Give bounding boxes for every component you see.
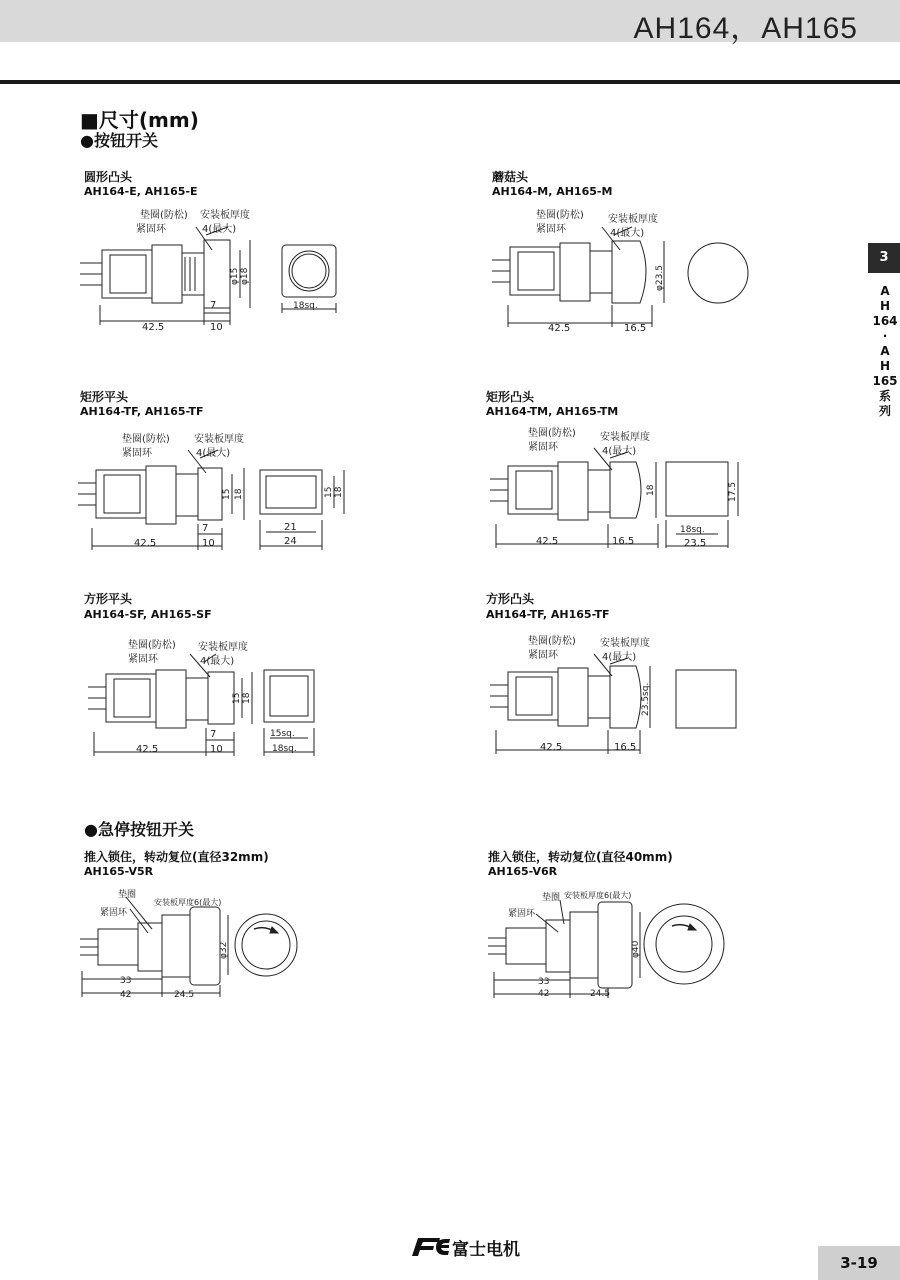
diagram-model: AH164-TF, AH165-TF (80, 405, 204, 418)
drawing-rect-protruding (490, 424, 750, 554)
dim-total: 42 (120, 990, 132, 1000)
label-panel: 安装板厚度 (198, 642, 248, 653)
estop-switch-title: ●急停按钮开关 (84, 820, 194, 839)
diagram-name: 方形平头 (84, 592, 133, 606)
drawing-estop-40 (488, 884, 748, 1004)
series-char: 164 (872, 314, 898, 328)
footer-brand: 富士电机 (452, 1240, 520, 1260)
diagram-model: AH165-V6R (488, 865, 558, 878)
label-washer: 垫圈(防松) (528, 636, 576, 647)
series-vertical-label (870, 284, 900, 419)
label-panel: 安装板厚度 (600, 638, 650, 649)
dim-side-a: 17.5 (728, 481, 738, 502)
label-washer: 垫圈(防松) (128, 640, 176, 651)
series-char: A (880, 284, 890, 298)
series-char: H (879, 299, 891, 313)
dim-side-a: 15 (324, 486, 334, 498)
diagram-name: 推入锁住，转动复位(直径40mm) (488, 850, 673, 864)
diagram-model: AH165-V5R (84, 865, 154, 878)
series-char: H (879, 359, 891, 373)
dim-b: 16.5 (614, 742, 637, 753)
label-ring: 紧固环 (136, 224, 166, 235)
label-panel: 安装板厚度6(最大) (154, 898, 222, 907)
diagram-model: AH164-M, AH165-M (492, 185, 613, 198)
diagram-model: AH164-SF, AH165-SF (84, 608, 212, 621)
dim-b: 10 (210, 744, 223, 755)
label-washer: 垫圈(防松) (528, 428, 576, 439)
drawing-rect-flat (78, 428, 368, 558)
dim-a: 7 (202, 523, 209, 534)
page-title: AH164，AH165 (633, 12, 858, 45)
label-ring: 紧固环 (536, 224, 566, 235)
diagram-name: 推入锁住，转动复位(直径32mm) (84, 850, 269, 864)
diagram-name: 矩形平头 (80, 390, 129, 404)
dim-front-b: 24 (284, 536, 297, 547)
label-ring: 紧固环 (122, 448, 152, 459)
diagram-model: AH164-TF, AH165-TF (486, 608, 610, 621)
dim-b: 16.5 (612, 536, 635, 547)
dim-dia-b: 18 (242, 692, 252, 704)
label-panel: 安装板厚度 (200, 210, 250, 221)
label-panel-max: 4(最大) (602, 652, 637, 663)
label-ring: 紧固环 (508, 909, 536, 919)
dim-total: 42.5 (142, 322, 165, 333)
chapter-tab: 3 (868, 243, 900, 273)
section-title: ■尺寸(mm) (80, 108, 199, 132)
label-washer: 垫圈 (542, 893, 561, 903)
page-number: 3-19 (818, 1246, 900, 1280)
label-panel: 安装板厚度 (600, 432, 650, 443)
dim-dia-a: 23.5sq. (641, 682, 651, 716)
diagram-name: 蘑菇头 (492, 170, 529, 184)
dim-total: 42.5 (540, 742, 563, 753)
diagram-name: 矩形凸头 (486, 390, 535, 404)
dim-dia-a: φ32 (219, 941, 229, 959)
label-washer: 垫圈(防松) (122, 434, 170, 445)
dim-b: 10 (210, 322, 223, 333)
label-panel: 安装板厚度 (194, 434, 244, 445)
label-ring: 紧固环 (528, 442, 558, 453)
dim-a: 7 (210, 729, 217, 740)
dim-b: 24.5 (590, 989, 611, 999)
drawing-mushroom (492, 205, 762, 335)
header-rule (0, 80, 900, 84)
label-panel-max: 4(最大) (202, 224, 237, 235)
label-panel-max: 4(最大) (602, 446, 637, 457)
dim-total: 42.5 (548, 323, 571, 334)
diagram-name: 圆形凸头 (84, 170, 133, 184)
series-char: A (880, 344, 890, 358)
dim-dia-a: 15 (222, 488, 232, 500)
dim-a: 33 (538, 977, 550, 987)
series-char: 系 (878, 389, 891, 403)
dim-b: 10 (202, 538, 215, 549)
dim-b: 16.5 (624, 323, 647, 334)
dim-dia-b: 18 (234, 488, 244, 500)
dim-dia-a: φ23.5 (655, 265, 665, 291)
dim-b: 24.5 (174, 990, 195, 1000)
drawing-estop-32 (80, 885, 340, 1005)
label-washer: 垫圈 (118, 890, 137, 900)
dim-dia-a: φ40 (631, 940, 641, 958)
label-ring: 紧固环 (528, 650, 558, 661)
dim-dia-a: φ15 (230, 267, 240, 285)
dim-a: 33 (120, 976, 132, 986)
diagram-model: AH164-E, AH165-E (84, 185, 198, 198)
label-ring: 紧固环 (100, 908, 128, 918)
series-char: 列 (878, 404, 891, 418)
label-panel-max: 4(最大) (200, 656, 235, 667)
dim-side-b: 18 (334, 486, 344, 498)
dim-front-a: 18sq. (680, 525, 705, 535)
dim-total: 42.5 (536, 536, 559, 547)
drawing-square-flat (88, 632, 358, 762)
label-panel: 安装板厚度6(最大) (564, 891, 632, 900)
label-washer: 垫圈(防松) (536, 210, 584, 221)
dim-front-a: 21 (284, 522, 297, 533)
dim-dia-b: φ18 (240, 267, 250, 285)
dim-total: 42.5 (134, 538, 157, 549)
series-char: · (882, 329, 888, 343)
label-panel-max: 4(最大) (196, 448, 231, 459)
dim-dia-a: 18 (646, 484, 656, 496)
push-switch-title: ●按钮开关 (80, 131, 158, 150)
dim-front: 18sq. (293, 301, 318, 311)
dim-total: 42.5 (136, 744, 159, 755)
label-panel-max: 4(最大) (610, 228, 645, 239)
diagram-model: AH164-TM, AH165-TM (486, 405, 619, 418)
drawing-round-protruding (80, 205, 380, 335)
label-ring: 紧固环 (128, 654, 158, 665)
label-washer: 垫圈(防松) (140, 210, 188, 221)
dim-front-b: 18sq. (272, 744, 297, 754)
dim-front-b: 23.5 (684, 538, 707, 549)
diagram-name: 方形凸头 (486, 592, 535, 606)
dim-a: 7 (210, 300, 217, 311)
dim-front-a: 15sq. (270, 729, 295, 739)
drawing-square-protruding (490, 630, 750, 760)
label-panel: 安装板厚度 (608, 214, 658, 225)
series-char: 165 (872, 374, 898, 388)
dim-dia-a: 15 (232, 692, 242, 704)
dim-total: 42 (538, 989, 550, 999)
